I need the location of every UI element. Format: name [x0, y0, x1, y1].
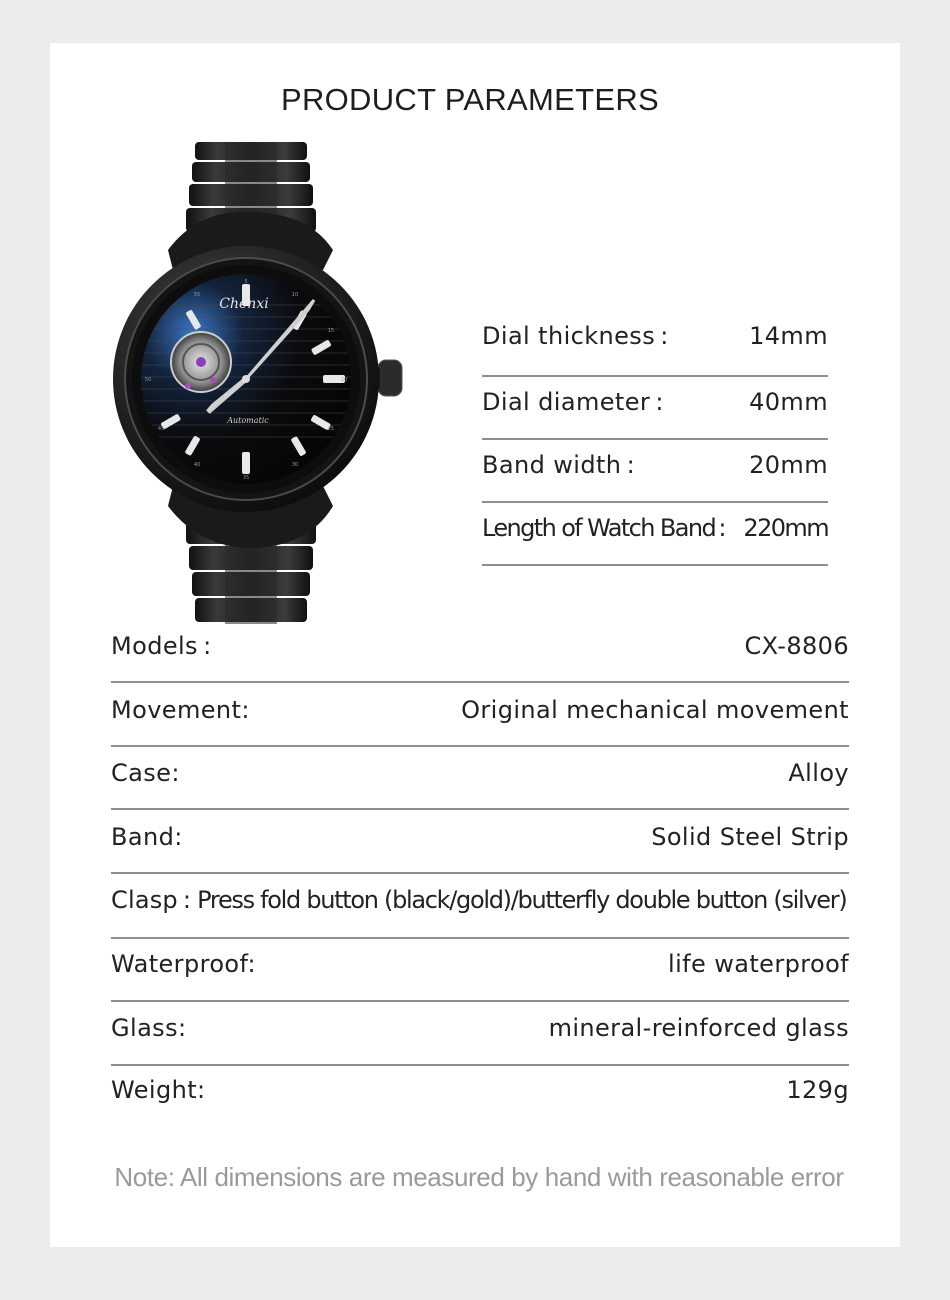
dial-minute-number: 40: [193, 461, 201, 468]
dial-minute-number: 15: [327, 328, 335, 334]
spec-label: Glass:: [111, 1014, 187, 1042]
divider: [111, 681, 849, 683]
dial-minute-number: 55: [193, 292, 201, 299]
dimension-value: 14mm: [749, 322, 828, 350]
spec-value: Solid Steel Strip: [651, 823, 849, 851]
brand-logo: Chenxi: [219, 296, 269, 312]
spec-row-band: [111, 823, 849, 851]
spec-value: CX-8806: [744, 632, 849, 660]
dimension-value: 20mm: [749, 451, 828, 479]
spec-label: Waterproof:: [111, 950, 256, 978]
spec-label: Weight:: [111, 1076, 206, 1104]
spec-row-weight: [111, 1076, 849, 1104]
dimension-value: 40mm: [749, 388, 828, 416]
spec-row-waterproof: [111, 950, 849, 978]
spec-value: Original mechanical movement: [461, 696, 849, 724]
dimension-label: Dial thickness :: [482, 322, 669, 350]
divider: [482, 564, 828, 566]
divider: [111, 1000, 849, 1002]
dimension-row-thickness: [482, 322, 828, 350]
divider: [482, 375, 828, 377]
measurement-note: Note: All dimensions are measured by hand with reasonable error: [114, 1162, 844, 1192]
dial-minute-number: 20: [340, 377, 348, 383]
spec-row-models: [111, 632, 849, 660]
spec-row-case: [111, 759, 849, 787]
spec-label: Models :: [111, 632, 212, 660]
dimension-value: 220mm: [743, 514, 828, 542]
dial-automatic-label: Automatic: [227, 416, 269, 425]
dimension-row-band-length: [482, 514, 828, 542]
divider: [111, 808, 849, 810]
dial-minute-number: 50: [144, 377, 152, 383]
divider: [482, 438, 828, 440]
page-title: PRODUCT PARAMETERS: [280, 82, 660, 117]
dimension-row-band-width: [482, 451, 828, 479]
dimension-label: Dial diameter :: [482, 388, 664, 416]
divider: [111, 872, 849, 874]
dimension-label: Band width :: [482, 451, 636, 479]
dial-minute-number: 10: [291, 292, 299, 299]
spec-value: Press fold button (black/gold)/butterfly double button (silver): [197, 886, 847, 914]
spec-value: mineral-reinforced glass: [548, 1014, 849, 1042]
spec-row-clasp: [111, 886, 849, 914]
watch-image: [108, 140, 413, 626]
spec-value: life waterproof: [668, 950, 849, 978]
dimension-row-diameter: [482, 388, 828, 416]
spec-label: Band:: [111, 823, 183, 851]
spec-label: Movement:: [111, 696, 250, 724]
divider: [482, 501, 828, 503]
dial-minute-number: 25: [327, 426, 335, 432]
open-heart: [171, 332, 231, 392]
divider: [111, 1064, 849, 1066]
dial-minute-number: 5: [244, 279, 248, 285]
spec-label: Case:: [111, 759, 180, 787]
divider: [111, 745, 849, 747]
dial-minute-number: 45: [157, 426, 165, 432]
spec-row-glass: [111, 1014, 849, 1042]
divider: [111, 937, 849, 939]
spec-row-movement: [111, 696, 849, 724]
spec-value: Alloy: [788, 759, 849, 787]
dimension-label: Length of Watch Band :: [482, 514, 725, 542]
spec-label: Clasp :: [111, 886, 192, 914]
dial-minute-number: 35: [242, 475, 250, 481]
spec-value: 129g: [786, 1076, 849, 1104]
dial-minute-number: 30: [291, 461, 299, 468]
